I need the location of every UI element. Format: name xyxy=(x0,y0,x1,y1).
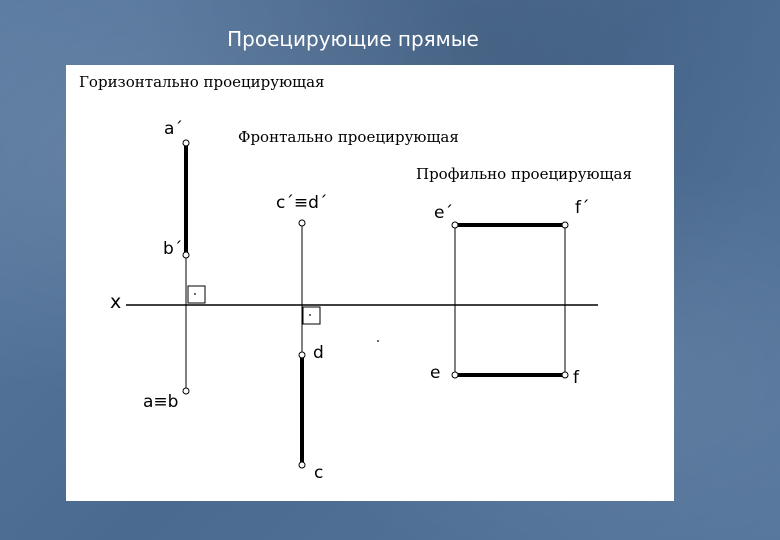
label-b-prime: b´ xyxy=(163,239,183,259)
label-c: c xyxy=(314,463,324,483)
point-c-eq-d-prime xyxy=(299,220,305,226)
point-b-prime xyxy=(183,252,189,258)
slide-title: Проецирующие прямые xyxy=(227,27,479,51)
stray-dot xyxy=(377,340,379,342)
point-a-prime xyxy=(183,140,189,146)
label-e: e xyxy=(430,363,441,383)
dot-mark-2 xyxy=(309,314,311,316)
right-angle-mark-2 xyxy=(303,307,320,324)
right-angle-mark-1 xyxy=(188,286,205,303)
axis-label-x: x xyxy=(110,291,122,313)
diagram-panel xyxy=(66,65,674,501)
heading-profile: Профильно проецирующая xyxy=(416,165,632,183)
point-f-prime xyxy=(562,222,568,228)
label-e-prime: e´ xyxy=(434,203,453,223)
label-c-eq-d-prime: c´≡d´ xyxy=(276,193,328,213)
dot-mark-1 xyxy=(194,293,196,295)
label-a-prime: a´ xyxy=(164,119,183,139)
label-f: f xyxy=(573,368,579,388)
heading-horizontal: Горизонтально проецирующая xyxy=(79,73,325,91)
label-d: d xyxy=(313,343,324,363)
point-e xyxy=(452,372,458,378)
point-a-eq-b xyxy=(183,388,189,394)
point-c xyxy=(299,462,305,468)
label-f-prime: f´ xyxy=(575,198,590,218)
label-a-eq-b: a≡b xyxy=(143,392,179,412)
point-f xyxy=(562,372,568,378)
heading-frontal: Фронтально проецирующая xyxy=(238,128,459,146)
point-d xyxy=(299,352,305,358)
